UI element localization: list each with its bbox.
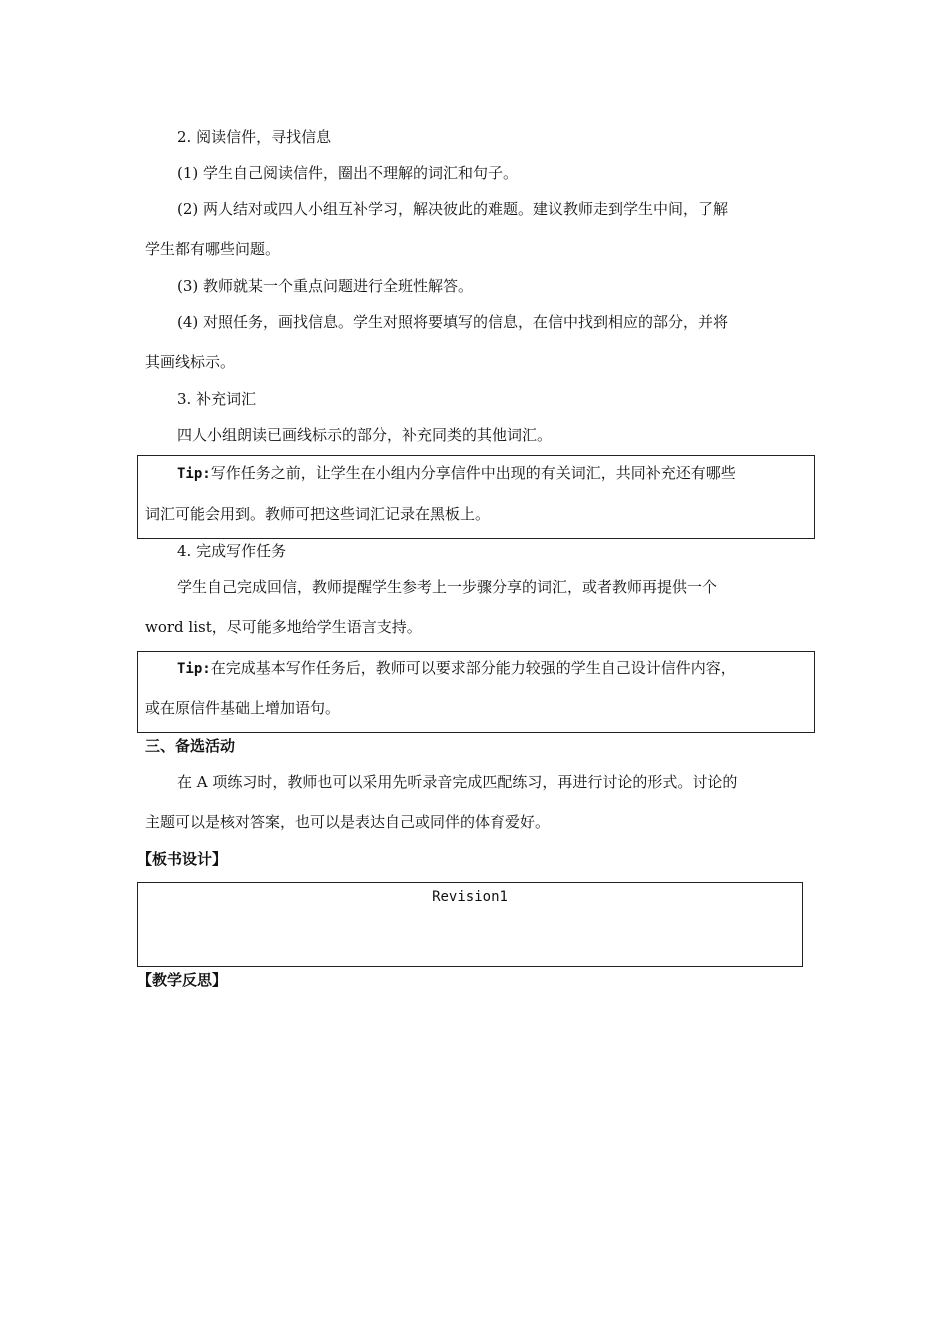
section-2-item-2-line-1: (2) 两人结对或四人小组互补学习，解决彼此的难题。建议教师走到学生中间，了解 (177, 200, 729, 218)
section-3-heading: 3. 补充词汇 (177, 390, 257, 408)
tip-1-line-1 (177, 463, 736, 484)
tip-1-label: Tip: (177, 466, 211, 482)
section-4-line-2: word list，尽可能多地给学生语言支持。 (145, 618, 422, 636)
section-2-item-2-line-2: 学生都有哪些问题。 (145, 240, 281, 258)
tip-1-text-1: 写作任务之前，让学生在小组内分享信件中出现的有关词汇，共同补充还有哪些 (210, 464, 736, 482)
tip-2-line-1 (177, 658, 736, 679)
teaching-reflection-heading: 【教学反思】 (137, 971, 228, 989)
tip-2-label: Tip: (177, 661, 211, 677)
section-4-heading: 4. 完成写作任务 (177, 542, 287, 560)
section-2-item-3: (3) 教师就某一个重点问题进行全班性解答。 (177, 277, 474, 295)
tip-1-line-2: 词汇可能会用到。教师可把这些词汇记录在黑板上。 (145, 505, 491, 523)
tip-box-2 (137, 651, 815, 733)
tip-2-line-2: 或在原信件基础上增加语句。 (145, 699, 341, 717)
optional-activities-heading: 三、备选活动 (145, 737, 236, 755)
board-design-title: Revision1 (432, 889, 508, 905)
section-3-text: 四人小组朗读已画线标示的部分，补充同类的其他词汇。 (177, 426, 553, 444)
optional-activities-line-2: 主题可以是核对答案，也可以是表达自己或同伴的体育爱好。 (145, 813, 551, 831)
section-2-heading: 2. 阅读信件，寻找信息 (177, 128, 332, 146)
optional-activities-line-1: 在 A 项练习时，教师也可以采用先听录音完成匹配练习，再进行讨论的形式。讨论的 (177, 773, 738, 791)
section-2-item-4-line-1: (4) 对照任务，画找信息。学生对照将要填写的信息，在信中找到相应的部分，并将 (177, 313, 729, 331)
section-2-item-4-line-2: 其画线标示。 (145, 353, 236, 371)
section-2-item-1: (1) 学生自己阅读信件，圈出不理解的词汇和句子。 (177, 164, 519, 182)
tip-box-1 (137, 455, 815, 539)
board-design-box (137, 882, 803, 967)
section-4-line-1: 学生自己完成回信，教师提醒学生参考上一步骤分享的词汇，或者教师再提供一个 (177, 578, 718, 596)
tip-2-text-1: 在完成基本写作任务后，教师可以要求部分能力较强的学生自己设计信件内容， (210, 659, 736, 677)
board-design-heading: 【板书设计】 (137, 850, 228, 868)
